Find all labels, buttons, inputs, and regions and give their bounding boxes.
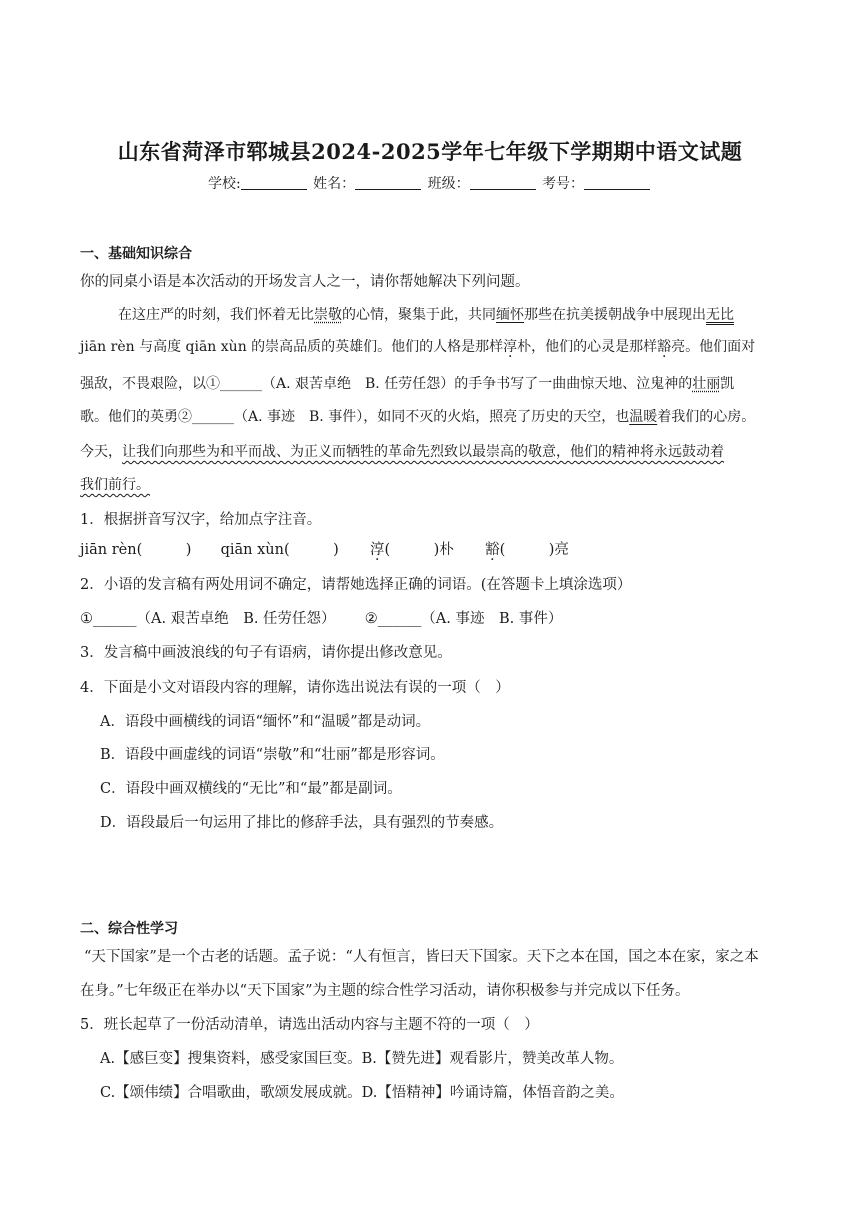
underlined-word: 缅怀 xyxy=(496,307,524,323)
section-heading-1: 一、基础知识综合 xyxy=(80,246,192,262)
passage-line-1 xyxy=(118,304,734,324)
passage-text: 歌。他们的英勇②______（A. 事迹 B. 事件），如同不灭的火焰，照亮了历史的天空，也 xyxy=(80,409,630,425)
char-blank-2: ( )亮 xyxy=(499,542,569,558)
class-label: 班级： xyxy=(427,176,470,192)
q5-options-row-2: C.【颂伟绩】合唱歌曲，歌颂发展成就。D.【悟精神】吟诵诗篇，体悟音韵之美。 xyxy=(100,1085,624,1101)
question-4: 4．下面是小文对语段内容的理解，请你选出说法有误的一项（ ） xyxy=(80,680,510,696)
page-title: 山东省菏泽市郓城县2024-2025学年七年级下学期期中语文试题 xyxy=(117,139,743,164)
passage-text: 凯 xyxy=(720,376,735,392)
dotted-char: 豁 xyxy=(657,339,672,355)
double-underlined-word: 无比 xyxy=(706,307,734,323)
wavy-underlined-text: 让我们向那些为和平而战、为正义而牺牲的革命先烈致以 xyxy=(122,444,472,460)
wavy-underlined-text: 我们前行。 xyxy=(80,477,150,493)
school-blank xyxy=(241,175,307,190)
passage-text: jiān rèn 与高度 qiān xùn 的崇高品质的英雄们。他们的人格是那样 xyxy=(80,339,504,355)
question-2: 2．小语的发言稿有两处用词不确定，请帮她选择正确的词语。(在答题卡上填涂选项） xyxy=(80,577,632,593)
wavy-underlined-text: 崇高的敬意，他们的精神将永远鼓动着 xyxy=(486,444,724,460)
q4-option-d: D．语段最后一句运用了排比的修辞手法，具有强烈的节奏感。 xyxy=(100,815,504,831)
school-label: 学校: xyxy=(207,176,241,192)
q4-option-c: C．语段中画双横线的“无比”和“最”都是副词。 xyxy=(100,781,402,797)
dotted-char: 豁 xyxy=(485,542,500,558)
q2-option-1: ①______（A. 艰苦卓绝 B. 任劳任怨） xyxy=(80,611,336,627)
passage-line-2 xyxy=(80,336,755,356)
passage-text: 亮。他们面对 xyxy=(671,339,756,355)
section-heading-2: 二、综合性学习 xyxy=(80,921,178,937)
dotted-word: 壮丽 xyxy=(692,376,721,392)
underlined-word: 温暖 xyxy=(629,409,658,425)
passage-text: 强敌，不畏艰险，以①______（A. 艰苦卓绝 B. 任劳任怨）的手争书写了一曲曲惊天地、泣鬼神的 xyxy=(80,376,693,392)
number-label: 考号： xyxy=(542,176,585,192)
question-1: 1．根据拼音写汉字，给加点字注音。 xyxy=(80,512,322,528)
passage-line-3 xyxy=(80,373,734,393)
question-1-blanks xyxy=(80,538,569,559)
section-1-intro: 你的同桌小语是本次活动的开场发言人之一，请你帮她解决下列问题。 xyxy=(80,274,530,290)
dotted-char: 淳 xyxy=(503,339,518,355)
passage-text: 着我们的心房。 xyxy=(657,409,756,425)
class-blank xyxy=(470,175,536,190)
double-underlined-word: 最 xyxy=(472,444,486,460)
number-blank xyxy=(584,175,650,190)
passage-text: 那些在抗美援朝战争中展现出 xyxy=(524,307,706,323)
passage-text: 的心情，聚集于此，共同 xyxy=(342,307,496,323)
char-blank-1: ( )朴 xyxy=(384,542,454,558)
q2-option-2: ②______（A. 事迹 B. 事件） xyxy=(364,611,563,627)
passage-line-5 xyxy=(80,441,724,461)
name-label: 姓名： xyxy=(313,176,356,192)
passage-text: 在这庄严的时刻，我们怀着无比 xyxy=(118,307,314,323)
section-2-intro-line-2: 在身。”七年级正在举办以“天下国家”为主题的综合性学习活动，请你积极参与并完成以下任务。 xyxy=(80,983,690,999)
q4-option-a: A．语段中画横线的词语“缅怀”和“温暖”都是动词。 xyxy=(100,714,431,730)
dotted-char: 淳 xyxy=(370,542,385,558)
question-2-options xyxy=(80,607,562,628)
pinyin-blank-1: jiān rèn( ) xyxy=(80,542,192,558)
question-3: 3．发言稿中画波浪线的句子有语病，请你提出修改意见。 xyxy=(80,645,452,661)
student-info-line xyxy=(0,173,860,193)
section-2-intro-line-1: “天下国家”是一个古老的话题。孟子说：“人有恒言，皆曰天下国家。天下之本在国，国之本在家，家之本 xyxy=(84,949,759,965)
passage-line-6 xyxy=(80,474,150,494)
passage-line-4 xyxy=(80,406,755,426)
question-5: 5．班长起草了一份活动清单，请选出活动内容与主题不符的一项（ ） xyxy=(80,1017,539,1033)
dotted-word: 崇敬 xyxy=(314,307,342,323)
passage-text: 今天， xyxy=(80,444,122,460)
pinyin-blank-2: qiān xùn( ) xyxy=(220,542,339,558)
passage-text: 朴，他们的心灵是那样 xyxy=(517,339,658,355)
name-blank xyxy=(355,175,421,190)
q5-options-row-1: A.【感巨变】搜集资料，感受家国巨变。B.【赞先进】观看影片，赞美改革人物。 xyxy=(100,1051,624,1067)
q4-option-b: B．语段中画虚线的词语“崇敬”和“壮丽”都是形容词。 xyxy=(100,747,445,763)
